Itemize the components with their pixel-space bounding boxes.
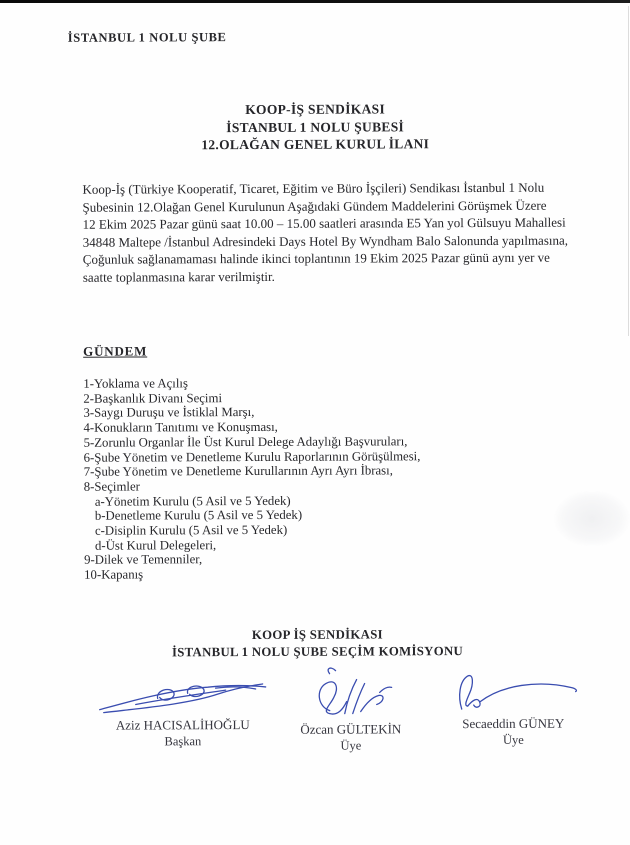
agenda-subitem: b-Denetleme Kurulu (5 Asil ve 5 Yedek): [94, 508, 303, 524]
signer-name: Aziz HACISALİHOĞLU: [115, 717, 250, 733]
paragraph-line: 12 Ekim 2025 Pazar günü saat 10.00 – 15.00 saatleri arasında E5 Yan yol Gülsuyu Mahallesi: [82, 214, 566, 232]
signature-ink-member-1: [308, 662, 394, 720]
agenda-item: 4-Konukların Tanıtımı ve Konuşması,: [83, 419, 278, 435]
document-title: [0, 99, 630, 154]
signer-name: Secaeddin GÜNEY: [462, 715, 565, 732]
agenda-item: 9-Dilek ve Temenniler,: [84, 552, 203, 568]
title-line-announcement: 12.OLAĞAN GENEL KURUL İLANI: [201, 136, 430, 153]
faint-stamp-artifact: [555, 491, 629, 545]
agenda-item: 8-Seçimler: [83, 479, 140, 494]
agenda-subitem: c-Disiplin Kurulu (5 Asil ve 5 Yedek): [94, 522, 288, 538]
signature-block-member-1: [281, 662, 421, 754]
committee-line-commission: İSTANBUL 1 NOLU ŞUBE SEÇİM KOMİSYONU: [171, 643, 464, 659]
agenda-list: [83, 375, 584, 583]
signer-role: Üye: [340, 738, 362, 753]
agenda-item: 7-Şube Yönetim ve Denetleme Kurullarının Ayrı Ayrı İbrası,: [83, 463, 393, 479]
signer-role: Üye: [502, 732, 524, 747]
election-committee-heading: [2, 625, 630, 661]
branch-header: İSTANBUL 1 NOLU ŞUBE: [67, 30, 227, 45]
paragraph-line: 34848 Maltepe /İstanbul Adresindeki Days Hotel By Wyndham Balo Salonunda yapılmasına,: [82, 232, 569, 250]
signer-role: Başkan: [164, 734, 202, 749]
title-line-branch: İSTANBUL 1 NOLU ŞUBESİ: [226, 118, 405, 135]
paragraph-line: Şubesinin 12.Olağan Genel Kurulunun Aşağıdaki Gündem Maddelerini Görüşmek Üzere: [82, 197, 547, 215]
signature-ink-chairman: [95, 676, 270, 717]
agenda-item: 3-Saygı Duruşu ve İstiklal Marşı,: [83, 405, 255, 421]
announcement-paragraph: [82, 178, 630, 286]
title-line-union: KOOP-İŞ SENDİKASI: [245, 101, 386, 118]
agenda-item: 5-Zorunlu Organlar İle Üst Kurul Delege Adaylığı Başvuruları,: [83, 434, 408, 450]
agenda-subitem: a-Yönetim Kurulu (5 Asil ve 5 Yedek): [94, 493, 291, 509]
signature-block-chairman: [88, 676, 278, 750]
agenda-item: 6-Şube Yönetim ve Denetleme Kurulu Raporlarının Görüşülmesi,: [83, 448, 421, 465]
signature-ink-member-2: [443, 669, 583, 716]
paragraph-line: Koop-İş (Türkiye Kooperatif, Ticaret, Eğitim ve Büro İşçileri) Sendikası İstanbul 1 Nolu: [82, 179, 545, 197]
agenda-item: 1-Yoklama ve Açılış: [83, 376, 188, 391]
committee-line-union: KOOP İŞ SENDİKASI: [251, 627, 383, 643]
agenda-item: 10-Kapanış: [84, 567, 144, 582]
signer-name: Özcan GÜLTEKİN: [300, 721, 402, 737]
signature-block-member-2: [431, 669, 596, 749]
paragraph-line: saatte toplanmasına karar verilmiştir.: [82, 268, 275, 285]
agenda-item: 2-Başkanlık Divanı Seçimi: [83, 390, 223, 406]
agenda-subitem: d-Üst Kurul Delegeleri,: [94, 537, 217, 553]
agenda-heading: GÜNDEM: [83, 343, 148, 359]
paragraph-line: Çoğunluk sağlanamaması halinde ikinci toplantının 19 Ekim 2025 Pazar günü aynı yer ve: [82, 250, 550, 268]
